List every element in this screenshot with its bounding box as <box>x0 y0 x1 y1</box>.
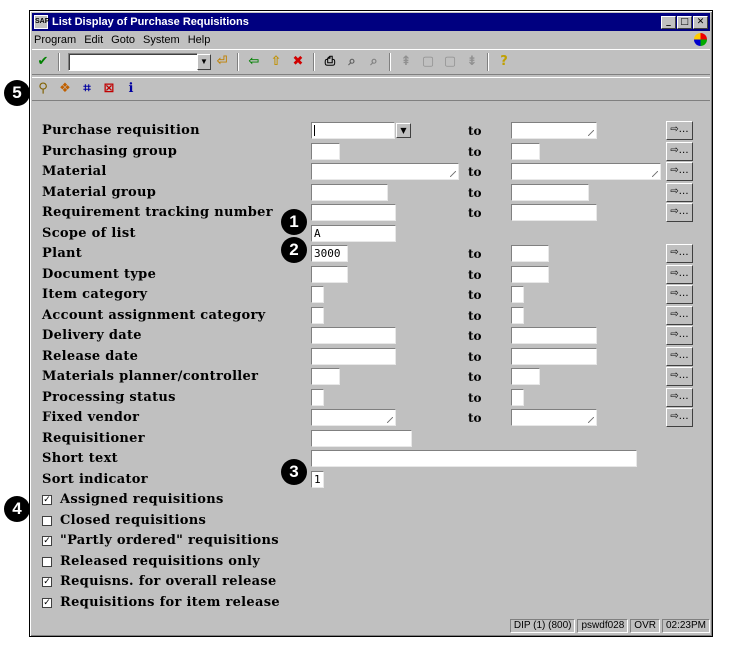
item-category-from[interactable] <box>311 286 324 303</box>
first-page-icon[interactable]: ⇞ <box>400 54 412 69</box>
label-closed-requisitions: Closed requisitions <box>60 513 207 528</box>
status-system: DIP (1) (800) <box>510 619 576 633</box>
to-label: to <box>468 391 482 405</box>
to-label: to <box>468 288 482 302</box>
label-processing-status: Processing status <box>42 390 176 405</box>
enter-check-icon[interactable]: ✔ <box>37 54 49 69</box>
info-icon[interactable]: ℹ <box>128 81 134 96</box>
checkbox-overall-release[interactable]: ✓ <box>43 577 51 587</box>
menu-edit[interactable]: Edit <box>84 34 104 46</box>
get-variant-icon[interactable]: ❖ <box>59 81 71 96</box>
to-label: to <box>468 350 482 364</box>
command-field[interactable] <box>68 53 198 71</box>
window-title: List Display of Purchase Requisitions <box>52 16 249 28</box>
title-bar <box>32 13 710 31</box>
multiple-selection-button[interactable]: ⇨… <box>666 367 693 386</box>
delete-selection-icon[interactable]: ⊠ <box>103 81 115 96</box>
sap-logo-icon <box>694 33 707 46</box>
callout-2: 2 <box>281 237 307 263</box>
standard-toolbar <box>32 49 710 75</box>
to-label: to <box>468 124 482 138</box>
multiple-selection-button[interactable]: ⇨… <box>666 326 693 345</box>
dynamic-selections-icon[interactable]: ⌗ <box>83 81 91 96</box>
label-item-category: Item category <box>42 287 148 302</box>
fixed-vendor-to[interactable] <box>511 409 597 426</box>
delivery-date-to[interactable] <box>511 327 597 344</box>
label-assigned-requisitions: Assigned requisitions <box>60 492 224 507</box>
label-document-type: Document type <box>42 267 157 282</box>
plant-from[interactable]: 3000 <box>311 245 348 262</box>
multiple-selection-button[interactable]: ⇨… <box>666 244 693 263</box>
exit-up-icon[interactable]: ⇧ <box>270 54 282 69</box>
to-label: to <box>468 309 482 323</box>
status-bar <box>32 618 710 634</box>
purchasing-group-from[interactable] <box>311 143 340 160</box>
toolbar-separator <box>487 53 489 71</box>
requirement-tracking-from[interactable] <box>311 204 396 221</box>
label-requirement-tracking-number: Requirement tracking number <box>42 205 273 220</box>
label-fixed-vendor: Fixed vendor <box>42 410 140 425</box>
menu-system[interactable]: System <box>143 34 180 46</box>
account-assignment-to[interactable] <box>511 307 524 324</box>
back-arrow-icon[interactable]: ⇦ <box>248 54 260 69</box>
material-from[interactable] <box>311 163 459 180</box>
label-requisitioner: Requisitioner <box>42 431 145 446</box>
to-label: to <box>468 206 482 220</box>
label-delivery-date: Delivery date <box>42 328 142 343</box>
selection-screen <box>32 103 710 616</box>
processing-status-from[interactable] <box>311 389 324 406</box>
sap-app-icon: SAP <box>34 15 48 29</box>
checkbox-item-release[interactable]: ✓ <box>43 598 51 608</box>
short-text-field[interactable] <box>311 450 637 467</box>
status-time: 02:23PM <box>662 619 710 633</box>
material-group-to[interactable] <box>511 184 589 201</box>
multiple-selection-button[interactable]: ⇨… <box>666 306 693 325</box>
help-question-icon[interactable]: ? <box>500 54 508 69</box>
multiple-selection-button[interactable]: ⇨… <box>666 162 693 181</box>
item-category-to[interactable] <box>511 286 524 303</box>
label-short-text: Short text <box>42 451 118 466</box>
release-date-from[interactable] <box>311 348 396 365</box>
purchasing-group-to[interactable] <box>511 143 540 160</box>
to-label: to <box>468 268 482 282</box>
purchase-requisition-dropdown-icon[interactable]: ▼ <box>396 123 411 138</box>
multiple-selection-button[interactable]: ⇨… <box>666 347 693 366</box>
material-to[interactable] <box>511 163 661 180</box>
label-purchasing-group: Purchasing group <box>42 144 178 159</box>
checkbox-partly-ordered[interactable]: ✓ <box>43 536 51 546</box>
label-purchase-requisition: Purchase requisition <box>42 123 200 138</box>
requirement-tracking-to[interactable] <box>511 204 597 221</box>
toolbar-separator <box>58 53 60 71</box>
sort-indicator-field[interactable]: 1 <box>311 471 324 488</box>
last-page-icon[interactable]: ⇟ <box>466 54 478 69</box>
next-page-icon[interactable]: ▢ <box>443 54 457 69</box>
callout-4: 4 <box>4 496 30 522</box>
multiple-selection-button[interactable]: ⇨… <box>666 121 693 140</box>
sap-window <box>29 10 713 637</box>
scope-of-list-field[interactable]: A <box>311 225 396 242</box>
document-type-to[interactable] <box>511 266 549 283</box>
previous-page-icon[interactable]: ▢ <box>421 54 435 69</box>
toolbar-separator <box>313 53 315 71</box>
checkbox-assigned-requisitions[interactable]: ✓ <box>43 495 51 505</box>
label-scope-of-list: Scope of list <box>42 226 136 241</box>
save-icon[interactable]: ⏎ <box>216 54 228 69</box>
multiple-selection-button[interactable]: ⇨… <box>666 183 693 202</box>
cancel-x-icon[interactable]: ✖ <box>292 54 304 69</box>
find-next-icon[interactable]: ⌕ <box>370 54 378 69</box>
menu-help[interactable]: Help <box>187 34 211 46</box>
fixed-vendor-from[interactable] <box>311 409 396 426</box>
multiple-selection-button[interactable]: ⇨… <box>666 388 693 407</box>
label-released-only: Released requisitions only <box>60 554 261 569</box>
label-material-group: Material group <box>42 185 157 200</box>
to-label: to <box>468 329 482 343</box>
print-icon[interactable]: ⎙ <box>324 54 336 69</box>
callout-1: 1 <box>281 209 307 235</box>
material-group-from[interactable] <box>311 184 388 201</box>
delivery-date-from[interactable] <box>311 327 396 344</box>
to-label: to <box>468 411 482 425</box>
command-dropdown-icon[interactable]: ▼ <box>197 54 211 70</box>
multiple-selection-button[interactable]: ⇨… <box>666 142 693 161</box>
account-assignment-from[interactable] <box>311 307 324 324</box>
label-plant: Plant <box>42 246 83 261</box>
materials-planner-from[interactable] <box>311 368 340 385</box>
label-release-date: Release date <box>42 349 139 364</box>
to-label: to <box>468 247 482 261</box>
label-partly-ordered: "Partly ordered" requisitions <box>60 533 279 548</box>
minimize-button[interactable]: _ <box>661 16 676 29</box>
toolbar-separator <box>237 53 239 71</box>
menu-bar <box>32 32 710 48</box>
menu-goto[interactable]: Goto <box>111 34 136 46</box>
requisitioner-field[interactable] <box>311 430 412 447</box>
label-item-release: Requisitions for item release <box>60 595 280 610</box>
callout-3: 3 <box>281 459 307 485</box>
toolbar-separator <box>389 53 391 71</box>
callout-5: 5 <box>4 80 30 106</box>
document-type-from[interactable] <box>311 266 348 283</box>
purchase-requisition-to[interactable] <box>511 122 597 139</box>
checkbox-released-only[interactable] <box>42 557 52 567</box>
find-icon[interactable]: ⌕ <box>348 54 356 69</box>
application-toolbar <box>32 77 710 101</box>
label-material: Material <box>42 164 107 179</box>
maximize-button[interactable]: □ <box>677 16 692 29</box>
release-date-to[interactable] <box>511 348 597 365</box>
purchase-requisition-from[interactable] <box>311 122 395 139</box>
to-label: to <box>468 186 482 200</box>
label-sort-indicator: Sort indicator <box>42 472 148 487</box>
label-materials-planner: Materials planner/controller <box>42 369 259 384</box>
label-account-assignment-category: Account assignment category <box>42 308 266 323</box>
multiple-selection-button[interactable]: ⇨… <box>666 203 693 222</box>
multiple-selection-button[interactable]: ⇨… <box>666 285 693 304</box>
plant-to[interactable] <box>511 245 549 262</box>
multiple-selection-button[interactable]: ⇨… <box>666 265 693 284</box>
to-label: to <box>468 165 482 179</box>
processing-status-to[interactable] <box>511 389 524 406</box>
checkbox-closed-requisitions[interactable] <box>42 516 52 526</box>
status-insert-mode: OVR <box>630 619 660 633</box>
materials-planner-to[interactable] <box>511 368 540 385</box>
status-server: pswdf028 <box>577 619 628 633</box>
close-button[interactable]: ✕ <box>693 16 708 29</box>
menu-program[interactable]: Program <box>34 34 77 46</box>
multiple-selection-button[interactable]: ⇨… <box>666 408 693 427</box>
to-label: to <box>468 370 482 384</box>
label-overall-release: Requisns. for overall release <box>60 574 277 589</box>
execute-icon[interactable]: ⚲ <box>38 81 48 96</box>
to-label: to <box>468 145 482 159</box>
